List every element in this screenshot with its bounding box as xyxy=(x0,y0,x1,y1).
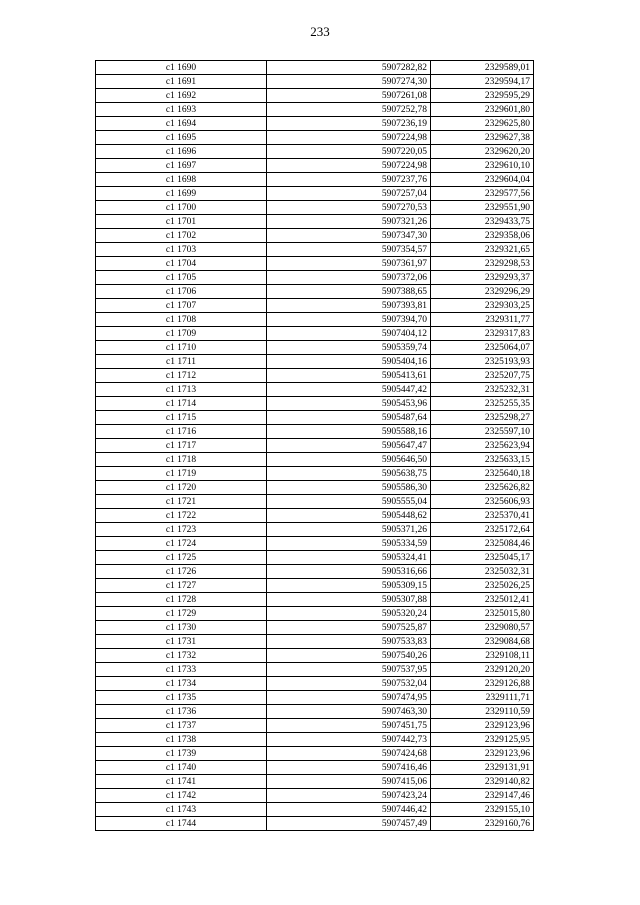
x-coordinate-cell: 5907537,95 xyxy=(267,663,431,677)
point-id-cell: с1 1741 xyxy=(96,775,267,789)
table-row xyxy=(96,117,534,131)
y-coordinate-cell: 2329293,37 xyxy=(431,271,534,285)
table-row xyxy=(96,243,534,257)
x-coordinate-cell: 5907237,76 xyxy=(267,173,431,187)
x-coordinate-cell: 5907347,30 xyxy=(267,229,431,243)
x-coordinate-cell: 5907252,78 xyxy=(267,103,431,117)
x-coordinate-cell: 5907261,08 xyxy=(267,89,431,103)
point-id-cell: с1 1731 xyxy=(96,635,267,649)
y-coordinate-cell: 2325032,31 xyxy=(431,565,534,579)
coordinates-table-body xyxy=(96,61,534,831)
table-row xyxy=(96,677,534,691)
table-row xyxy=(96,635,534,649)
coordinates-table xyxy=(95,60,534,831)
x-coordinate-cell: 5905413,61 xyxy=(267,369,431,383)
point-id-cell: с1 1697 xyxy=(96,159,267,173)
x-coordinate-cell: 5907394,70 xyxy=(267,313,431,327)
point-id-cell: с1 1701 xyxy=(96,215,267,229)
x-coordinate-cell: 5905307,88 xyxy=(267,593,431,607)
table-row xyxy=(96,397,534,411)
point-id-cell: с1 1719 xyxy=(96,467,267,481)
point-id-cell: с1 1699 xyxy=(96,187,267,201)
point-id-cell: с1 1742 xyxy=(96,789,267,803)
y-coordinate-cell: 2329311,77 xyxy=(431,313,534,327)
table-row xyxy=(96,579,534,593)
table-row xyxy=(96,663,534,677)
point-id-cell: с1 1722 xyxy=(96,509,267,523)
point-id-cell: с1 1703 xyxy=(96,243,267,257)
y-coordinate-cell: 2329321,65 xyxy=(431,243,534,257)
y-coordinate-cell: 2329108,11 xyxy=(431,649,534,663)
page-number: 233 xyxy=(310,24,330,39)
y-coordinate-cell: 2329160,76 xyxy=(431,817,534,831)
point-id-cell: с1 1735 xyxy=(96,691,267,705)
x-coordinate-cell: 5907257,04 xyxy=(267,187,431,201)
table-row xyxy=(96,355,534,369)
x-coordinate-cell: 5907236,19 xyxy=(267,117,431,131)
x-coordinate-cell: 5905371,26 xyxy=(267,523,431,537)
point-id-cell: с1 1716 xyxy=(96,425,267,439)
table-row xyxy=(96,75,534,89)
y-coordinate-cell: 2325172,64 xyxy=(431,523,534,537)
y-coordinate-cell: 2329123,96 xyxy=(431,747,534,761)
y-coordinate-cell: 2329604,04 xyxy=(431,173,534,187)
table-row xyxy=(96,733,534,747)
table-row xyxy=(96,145,534,159)
x-coordinate-cell: 5905320,24 xyxy=(267,607,431,621)
point-id-cell: с1 1711 xyxy=(96,355,267,369)
point-id-cell: с1 1714 xyxy=(96,397,267,411)
point-id-cell: с1 1696 xyxy=(96,145,267,159)
point-id-cell: с1 1698 xyxy=(96,173,267,187)
point-id-cell: с1 1736 xyxy=(96,705,267,719)
table-row xyxy=(96,509,534,523)
table-row xyxy=(96,607,534,621)
table-row xyxy=(96,159,534,173)
table-row xyxy=(96,257,534,271)
x-coordinate-cell: 5905334,59 xyxy=(267,537,431,551)
x-coordinate-cell: 5905638,75 xyxy=(267,467,431,481)
point-id-cell: с1 1725 xyxy=(96,551,267,565)
point-id-cell: с1 1693 xyxy=(96,103,267,117)
x-coordinate-cell: 5907533,83 xyxy=(267,635,431,649)
y-coordinate-cell: 2325064,07 xyxy=(431,341,534,355)
table-row xyxy=(96,761,534,775)
y-coordinate-cell: 2325084,46 xyxy=(431,537,534,551)
x-coordinate-cell: 5905586,30 xyxy=(267,481,431,495)
y-coordinate-cell: 2325015,80 xyxy=(431,607,534,621)
x-coordinate-cell: 5905453,96 xyxy=(267,397,431,411)
x-coordinate-cell: 5907220,05 xyxy=(267,145,431,159)
x-coordinate-cell: 5905324,41 xyxy=(267,551,431,565)
y-coordinate-cell: 2329296,29 xyxy=(431,285,534,299)
x-coordinate-cell: 5907361,97 xyxy=(267,257,431,271)
point-id-cell: с1 1715 xyxy=(96,411,267,425)
point-id-cell: с1 1743 xyxy=(96,803,267,817)
x-coordinate-cell: 5907224,98 xyxy=(267,131,431,145)
x-coordinate-cell: 5905448,62 xyxy=(267,509,431,523)
y-coordinate-cell: 2325633,15 xyxy=(431,453,534,467)
point-id-cell: с1 1734 xyxy=(96,677,267,691)
y-coordinate-cell: 2325640,18 xyxy=(431,467,534,481)
table-row xyxy=(96,565,534,579)
point-id-cell: с1 1730 xyxy=(96,621,267,635)
table-row xyxy=(96,187,534,201)
y-coordinate-cell: 2329601,80 xyxy=(431,103,534,117)
point-id-cell: с1 1710 xyxy=(96,341,267,355)
x-coordinate-cell: 5905555,04 xyxy=(267,495,431,509)
y-coordinate-cell: 2325370,41 xyxy=(431,509,534,523)
x-coordinate-cell: 5907540,26 xyxy=(267,649,431,663)
y-coordinate-cell: 2329080,57 xyxy=(431,621,534,635)
x-coordinate-cell: 5907321,26 xyxy=(267,215,431,229)
table-row xyxy=(96,775,534,789)
table-row xyxy=(96,229,534,243)
y-coordinate-cell: 2329317,83 xyxy=(431,327,534,341)
point-id-cell: с1 1695 xyxy=(96,131,267,145)
y-coordinate-cell: 2329358,06 xyxy=(431,229,534,243)
x-coordinate-cell: 5907423,24 xyxy=(267,789,431,803)
point-id-cell: с1 1713 xyxy=(96,383,267,397)
point-id-cell: с1 1718 xyxy=(96,453,267,467)
table-row xyxy=(96,747,534,761)
point-id-cell: с1 1740 xyxy=(96,761,267,775)
x-coordinate-cell: 5905588,16 xyxy=(267,425,431,439)
table-row xyxy=(96,789,534,803)
point-id-cell: с1 1744 xyxy=(96,817,267,831)
point-id-cell: с1 1712 xyxy=(96,369,267,383)
point-id-cell: с1 1729 xyxy=(96,607,267,621)
x-coordinate-cell: 5905447,42 xyxy=(267,383,431,397)
y-coordinate-cell: 2329111,71 xyxy=(431,691,534,705)
y-coordinate-cell: 2329303,25 xyxy=(431,299,534,313)
y-coordinate-cell: 2329140,82 xyxy=(431,775,534,789)
point-id-cell: с1 1726 xyxy=(96,565,267,579)
x-coordinate-cell: 5907372,06 xyxy=(267,271,431,285)
point-id-cell: с1 1727 xyxy=(96,579,267,593)
x-coordinate-cell: 5907451,75 xyxy=(267,719,431,733)
point-id-cell: с1 1704 xyxy=(96,257,267,271)
table-row xyxy=(96,341,534,355)
point-id-cell: с1 1690 xyxy=(96,61,267,75)
x-coordinate-cell: 5905487,64 xyxy=(267,411,431,425)
table-row xyxy=(96,719,534,733)
x-coordinate-cell: 5905359,74 xyxy=(267,341,431,355)
point-id-cell: с1 1737 xyxy=(96,719,267,733)
point-id-cell: с1 1692 xyxy=(96,89,267,103)
table-row xyxy=(96,425,534,439)
point-id-cell: с1 1724 xyxy=(96,537,267,551)
y-coordinate-cell: 2329126,88 xyxy=(431,677,534,691)
table-row xyxy=(96,299,534,313)
table-row xyxy=(96,201,534,215)
table-row xyxy=(96,61,534,75)
y-coordinate-cell: 2329595,29 xyxy=(431,89,534,103)
y-coordinate-cell: 2329123,96 xyxy=(431,719,534,733)
table-row xyxy=(96,369,534,383)
x-coordinate-cell: 5907463,30 xyxy=(267,705,431,719)
point-id-cell: с1 1733 xyxy=(96,663,267,677)
point-id-cell: с1 1705 xyxy=(96,271,267,285)
y-coordinate-cell: 2325207,75 xyxy=(431,369,534,383)
table-row xyxy=(96,523,534,537)
point-id-cell: с1 1720 xyxy=(96,481,267,495)
y-coordinate-cell: 2329120,20 xyxy=(431,663,534,677)
x-coordinate-cell: 5907393,81 xyxy=(267,299,431,313)
table-row xyxy=(96,537,534,551)
y-coordinate-cell: 2329594,17 xyxy=(431,75,534,89)
table-row xyxy=(96,383,534,397)
table-row xyxy=(96,215,534,229)
x-coordinate-cell: 5907354,57 xyxy=(267,243,431,257)
point-id-cell: с1 1708 xyxy=(96,313,267,327)
table-row xyxy=(96,313,534,327)
point-id-cell: с1 1691 xyxy=(96,75,267,89)
table-row xyxy=(96,593,534,607)
point-id-cell: с1 1728 xyxy=(96,593,267,607)
table-row xyxy=(96,327,534,341)
table-row xyxy=(96,803,534,817)
x-coordinate-cell: 5907388,65 xyxy=(267,285,431,299)
x-coordinate-cell: 5907274,30 xyxy=(267,75,431,89)
x-coordinate-cell: 5907424,68 xyxy=(267,747,431,761)
x-coordinate-cell: 5907270,53 xyxy=(267,201,431,215)
y-coordinate-cell: 2325012,41 xyxy=(431,593,534,607)
y-coordinate-cell: 2329433,75 xyxy=(431,215,534,229)
y-coordinate-cell: 2329125,95 xyxy=(431,733,534,747)
table-row xyxy=(96,411,534,425)
y-coordinate-cell: 2325626,82 xyxy=(431,481,534,495)
y-coordinate-cell: 2325232,31 xyxy=(431,383,534,397)
point-id-cell: с1 1694 xyxy=(96,117,267,131)
x-coordinate-cell: 5907404,12 xyxy=(267,327,431,341)
table-row xyxy=(96,89,534,103)
x-coordinate-cell: 5907446,42 xyxy=(267,803,431,817)
table-row xyxy=(96,691,534,705)
y-coordinate-cell: 2329110,59 xyxy=(431,705,534,719)
y-coordinate-cell: 2329131,91 xyxy=(431,761,534,775)
table-row xyxy=(96,453,534,467)
x-coordinate-cell: 5905646,50 xyxy=(267,453,431,467)
y-coordinate-cell: 2329589,01 xyxy=(431,61,534,75)
table-row xyxy=(96,173,534,187)
y-coordinate-cell: 2329625,80 xyxy=(431,117,534,131)
table-row xyxy=(96,467,534,481)
y-coordinate-cell: 2325597,10 xyxy=(431,425,534,439)
y-coordinate-cell: 2329155,10 xyxy=(431,803,534,817)
x-coordinate-cell: 5907532,04 xyxy=(267,677,431,691)
x-coordinate-cell: 5905404,16 xyxy=(267,355,431,369)
x-coordinate-cell: 5905316,66 xyxy=(267,565,431,579)
y-coordinate-cell: 2329577,56 xyxy=(431,187,534,201)
table-row xyxy=(96,495,534,509)
point-id-cell: с1 1702 xyxy=(96,229,267,243)
point-id-cell: с1 1739 xyxy=(96,747,267,761)
point-id-cell: с1 1723 xyxy=(96,523,267,537)
x-coordinate-cell: 5907282,82 xyxy=(267,61,431,75)
table-row xyxy=(96,131,534,145)
y-coordinate-cell: 2325045,17 xyxy=(431,551,534,565)
y-coordinate-cell: 2325255,35 xyxy=(431,397,534,411)
x-coordinate-cell: 5905309,15 xyxy=(267,579,431,593)
table-row xyxy=(96,481,534,495)
x-coordinate-cell: 5907416,46 xyxy=(267,761,431,775)
table-row xyxy=(96,817,534,831)
table-row xyxy=(96,439,534,453)
x-coordinate-cell: 5907457,49 xyxy=(267,817,431,831)
table-row xyxy=(96,271,534,285)
y-coordinate-cell: 2329298,53 xyxy=(431,257,534,271)
x-coordinate-cell: 5907442,73 xyxy=(267,733,431,747)
y-coordinate-cell: 2329084,68 xyxy=(431,635,534,649)
y-coordinate-cell: 2329627,38 xyxy=(431,131,534,145)
point-id-cell: с1 1738 xyxy=(96,733,267,747)
point-id-cell: с1 1721 xyxy=(96,495,267,509)
y-coordinate-cell: 2325606,93 xyxy=(431,495,534,509)
y-coordinate-cell: 2329620,20 xyxy=(431,145,534,159)
table-row xyxy=(96,649,534,663)
x-coordinate-cell: 5905647,47 xyxy=(267,439,431,453)
x-coordinate-cell: 5907224,98 xyxy=(267,159,431,173)
y-coordinate-cell: 2329610,10 xyxy=(431,159,534,173)
x-coordinate-cell: 5907415,06 xyxy=(267,775,431,789)
point-id-cell: с1 1700 xyxy=(96,201,267,215)
point-id-cell: с1 1706 xyxy=(96,285,267,299)
y-coordinate-cell: 2325193,93 xyxy=(431,355,534,369)
point-id-cell: с1 1717 xyxy=(96,439,267,453)
y-coordinate-cell: 2325298,27 xyxy=(431,411,534,425)
table-row xyxy=(96,621,534,635)
point-id-cell: с1 1707 xyxy=(96,299,267,313)
x-coordinate-cell: 5907525,87 xyxy=(267,621,431,635)
y-coordinate-cell: 2325026,25 xyxy=(431,579,534,593)
table-row xyxy=(96,285,534,299)
y-coordinate-cell: 2325623,94 xyxy=(431,439,534,453)
table-row xyxy=(96,705,534,719)
table-row xyxy=(96,103,534,117)
table-row xyxy=(96,551,534,565)
y-coordinate-cell: 2329147,46 xyxy=(431,789,534,803)
y-coordinate-cell: 2329551,90 xyxy=(431,201,534,215)
point-id-cell: с1 1732 xyxy=(96,649,267,663)
point-id-cell: с1 1709 xyxy=(96,327,267,341)
x-coordinate-cell: 5907474,95 xyxy=(267,691,431,705)
